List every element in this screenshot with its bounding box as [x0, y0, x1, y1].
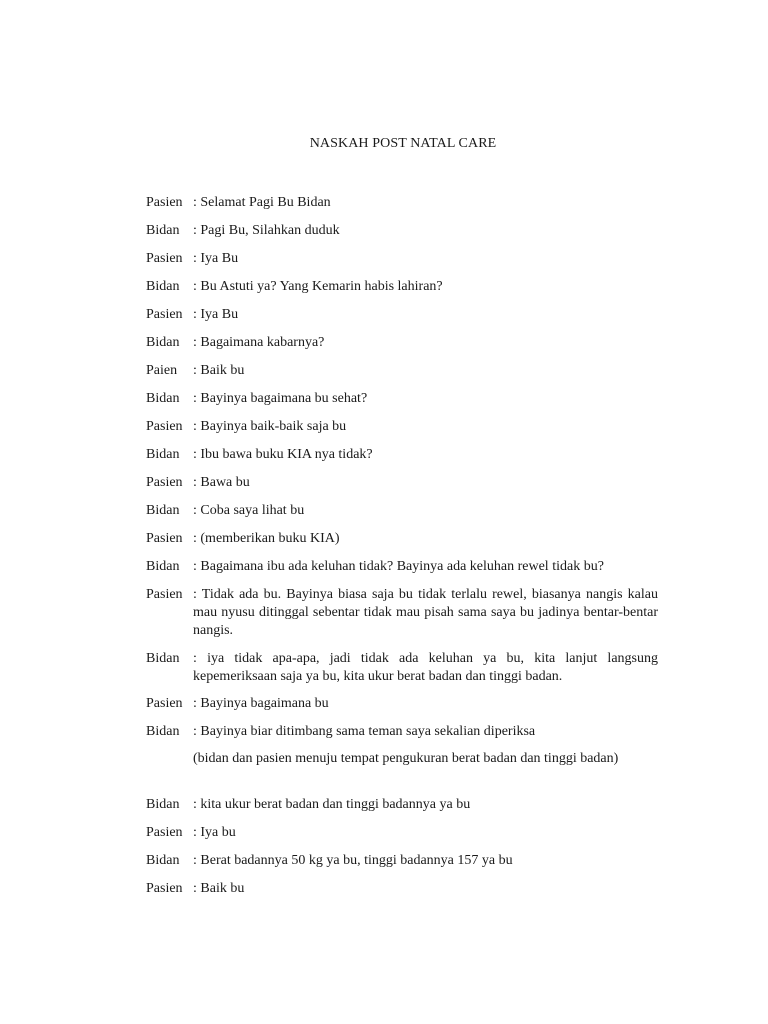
- dialogue-text: : kita ukur berat badan dan tinggi badannya ya bu: [193, 797, 471, 812]
- stage-direction: (bidan dan pasien menuju tempat pengukuran berat badan dan tinggi badan): [193, 751, 619, 766]
- dialogue-text: : Bayinya biar ditimbang sama teman saya sekalian diperiksa: [193, 724, 536, 739]
- document-title: NASKAH POST NATAL CARE: [309, 136, 497, 151]
- speaker-label: Bidan: [146, 335, 180, 350]
- dialogue-text: : Baik bu: [193, 363, 245, 378]
- speaker-label: Pasien: [146, 696, 183, 711]
- speaker-label: Bidan: [146, 724, 180, 739]
- speaker-label: Pasien: [146, 825, 183, 840]
- speaker-label: Bidan: [146, 503, 180, 518]
- dialogue-text: : Iya bu: [193, 825, 236, 840]
- dialogue-text: : Iya Bu: [193, 251, 239, 266]
- dialogue-text: : Selamat Pagi Bu Bidan: [193, 195, 331, 210]
- dialogue-text: : Pagi Bu, Silahkan duduk: [193, 223, 340, 238]
- speaker-label: Pasien: [146, 419, 183, 434]
- speaker-label: Bidan: [146, 853, 180, 868]
- speaker-label: Bidan: [146, 223, 180, 238]
- dialogue-text: : Berat badannya 50 kg ya bu, tinggi badannya 157 ya bu: [193, 853, 513, 868]
- speaker-label: Pasien: [146, 587, 183, 602]
- dialogue-text: : Baik bu: [193, 881, 245, 896]
- speaker-label: Pasien: [146, 307, 183, 322]
- speaker-label: Bidan: [146, 651, 180, 666]
- speaker-label: Bidan: [146, 797, 180, 812]
- speaker-label: Pasien: [146, 195, 183, 210]
- speaker-label: Bidan: [146, 559, 180, 574]
- dialogue-text: : Bawa bu: [193, 475, 250, 490]
- speaker-label: Bidan: [146, 391, 180, 406]
- dialogue-text: : (memberikan buku KIA): [193, 531, 340, 546]
- dialogue-text: : Iya Bu: [193, 307, 239, 322]
- dialogue-text: : Bu Astuti ya? Yang Kemarin habis lahiran?: [193, 279, 443, 294]
- speaker-label: Pasien: [146, 251, 183, 266]
- dialogue-text: : Bayinya bagaimana bu sehat?: [193, 391, 368, 406]
- dialogue-text: : Bayinya baik-baik saja bu: [193, 419, 347, 434]
- speaker-label: Bidan: [146, 447, 180, 462]
- dialogue-text: : Bagaimana ibu ada keluhan tidak? Bayinya ada keluhan rewel tidak bu?: [193, 559, 604, 574]
- dialogue-text: : iya tidak apa-apa, jadi tidak ada keluhan ya bu, kita lanjut langsung kepemeriksaan saja ya bu, kita ukur berat badan dan tinggi badan.: [193, 651, 658, 684]
- dialogue-text: : Bayinya bagaimana bu: [193, 696, 329, 711]
- speaker-label: Pasien: [146, 475, 183, 490]
- speaker-label: Pasien: [146, 531, 183, 546]
- speaker-label: Bidan: [146, 279, 180, 294]
- dialogue-text: : Bagaimana kabarnya?: [193, 335, 325, 350]
- dialogue-text: : Coba saya lihat bu: [193, 503, 305, 518]
- dialogue-text: : Ibu bawa buku KIA nya tidak?: [193, 447, 373, 462]
- speaker-label: Paien: [146, 363, 178, 378]
- dialogue-text: : Tidak ada bu. Bayinya biasa saja bu tidak terlalu rewel, biasanya nangis kalau mau nyusu ditinggal sebentar tidak mau pisah sama saya bu jadinya bentar-bentar nangis.: [193, 587, 658, 638]
- speaker-label: Pasien: [146, 881, 183, 896]
